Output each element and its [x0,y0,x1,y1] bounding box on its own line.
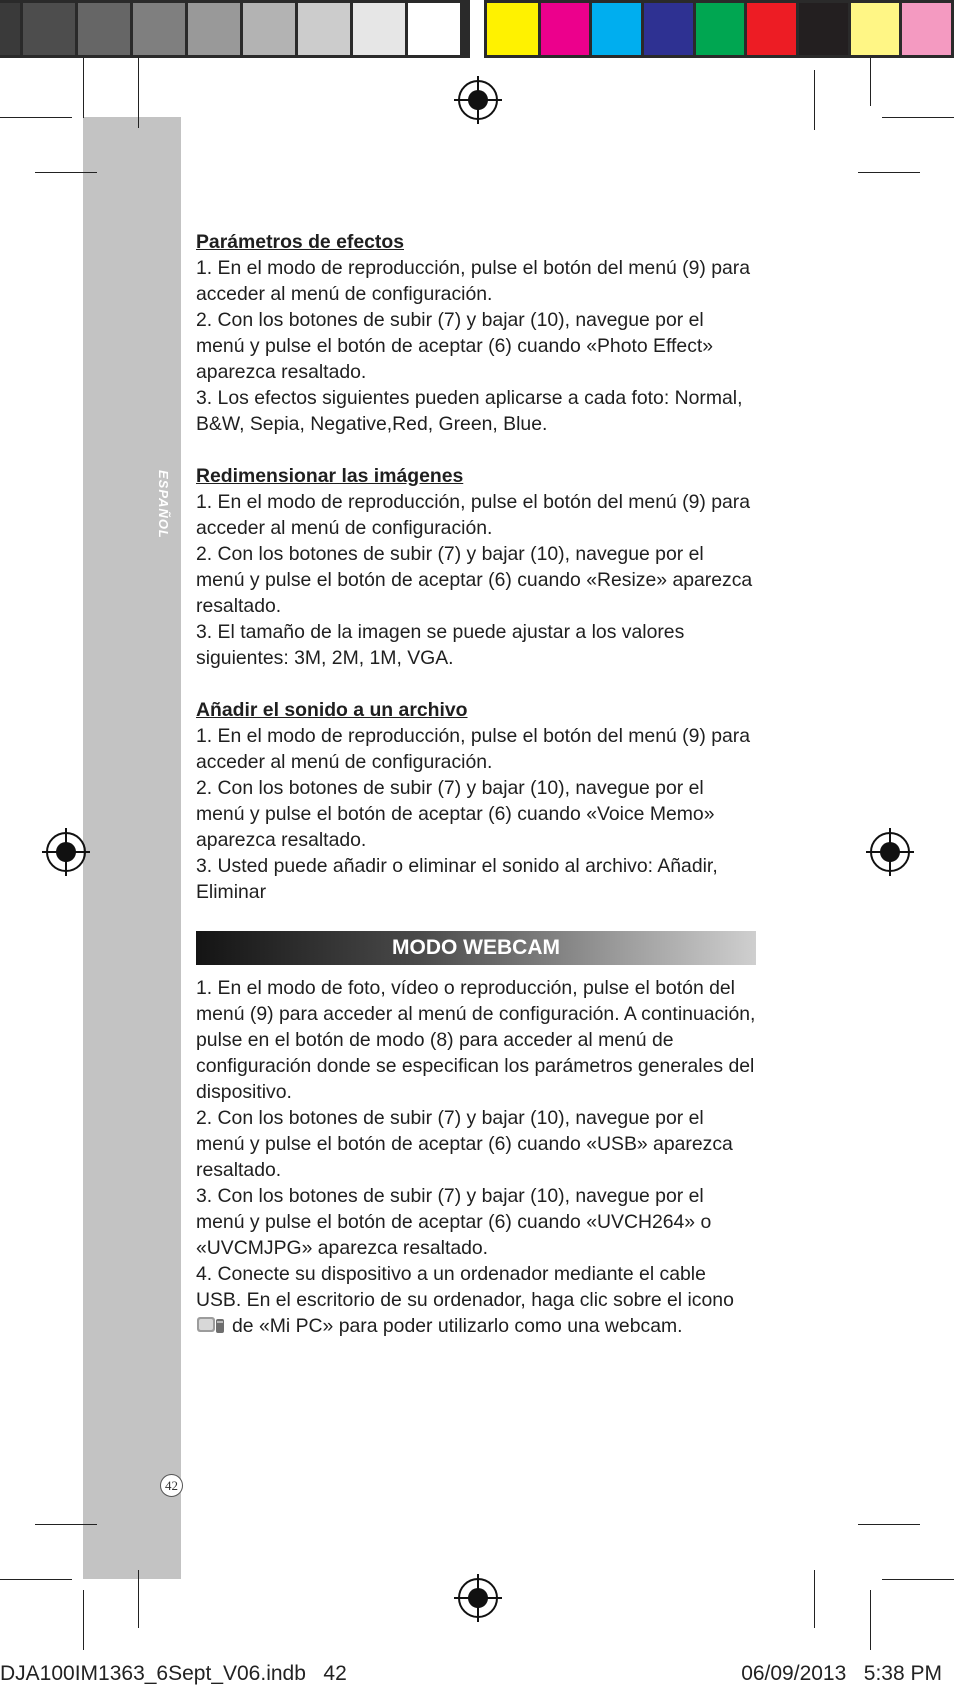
color-swatch [644,3,693,55]
page-number: 42 [160,1474,183,1497]
color-swatch [851,3,900,55]
color-swatch [592,3,641,55]
paragraph: 2. Con los botones de subir (7) y bajar (10), navegue por el menú y pulse el botón de aceptar (6) cuando «Voice Memo» aparezca resaltado. [196,777,715,851]
gray-swatch [408,3,460,55]
webcam-mode-banner: MODO WEBCAM [196,931,756,965]
color-swatch [902,3,951,55]
color-swatch [799,3,848,55]
color-swatch [487,3,538,55]
paragraph-text: de «Mi PC» para poder utilizarlo como una webcam. [232,1315,683,1337]
paragraph: 1. En el modo de reproducción, pulse el botón del menú (9) para acceder al menú de configuración. [196,491,751,539]
section-heading: Parámetros de efectos [196,231,405,253]
gray-scale-strip [0,0,470,58]
paragraph-text: 4. Conecte su dispositivo a un ordenador mediante el cable USB. En el escritorio de su ordenador, haga clic sobre el icono [196,1263,734,1311]
color-swatch [696,3,745,55]
paragraph: 3. Con los botones de subir (7) y bajar (10), navegue por el menú y pulse el botón de aceptar (6) cuando «UVCH264» o «UVCMJPG» aparezca resaltado. [196,1185,712,1259]
paragraph-with-icon [196,1261,756,1339]
color-swatch [747,3,796,55]
section-photo-effects [196,229,756,437]
gray-swatch [243,3,295,55]
paragraph: 1. En el modo de reproducción, pulse el botón del menú (9) para acceder al menú de configuración. [196,257,751,305]
paragraph: 2. Con los botones de subir (7) y bajar (10), navegue por el menú y pulse el botón de aceptar (6) cuando «Photo Effect» aparezca resaltado. [196,309,714,383]
manual-content [196,229,756,1365]
section-heading: Añadir el sonido a un archivo [196,699,468,721]
print-slug [0,1662,954,1692]
process-color-strip [484,0,954,58]
paragraph: 3. El tamaño de la imagen se puede ajustar a los valores siguientes: 3M, 2M, 1M, VGA. [196,621,685,669]
registration-mark-top [454,76,502,124]
gray-swatch [0,3,20,55]
paragraph: 3. Los efectos siguientes pueden aplicarse a cada foto: Normal, B&W, Sepia, Negative,Red, Green, Blue. [196,387,743,435]
section-voice-memo [196,697,756,905]
section-webcam [196,975,756,1339]
gray-swatch [23,3,75,55]
paragraph: 2. Con los botones de subir (7) y bajar (10), navegue por el menú y pulse el botón de aceptar (6) cuando «USB» aparezca resaltado. [196,1107,733,1181]
color-swatch [541,3,590,55]
section-heading: Redimensionar las imágenes [196,465,464,487]
registration-mark-bottom [454,1574,502,1622]
slug-datetime: 06/09/2013 5:38 PM [741,1662,942,1685]
registration-mark-left [42,828,90,876]
paragraph: 3. Usted puede añadir o eliminar el sonido al archivo: Añadir, Eliminar [196,855,718,903]
gray-swatch [78,3,130,55]
gray-swatch [353,3,405,55]
sidebar-band [83,117,181,1579]
my-computer-icon [196,1314,226,1336]
language-label: ESPAÑOL [156,470,171,539]
gray-swatch [298,3,350,55]
slug-filename: DJA100IM1363_6Sept_V06.indb 42 [0,1662,347,1685]
registration-mark-right [866,828,914,876]
section-resize [196,463,756,671]
print-color-bar [0,0,954,58]
paragraph: 2. Con los botones de subir (7) y bajar (10), navegue por el menú y pulse el botón de aceptar (6) cuando «Resize» aparezca resaltado. [196,543,753,617]
gray-swatch [133,3,185,55]
paragraph: 1. En el modo de reproducción, pulse el botón del menú (9) para acceder al menú de configuración. [196,725,751,773]
paragraph: 1. En el modo de foto, vídeo o reproducción, pulse el botón del menú (9) para acceder al menú de configuración. A continuación, pulse en el botón de modo (8) para acceder al menú de configuración donde se especifican los parámetros generales del dispositivo. [196,977,756,1103]
gray-swatch [188,3,240,55]
